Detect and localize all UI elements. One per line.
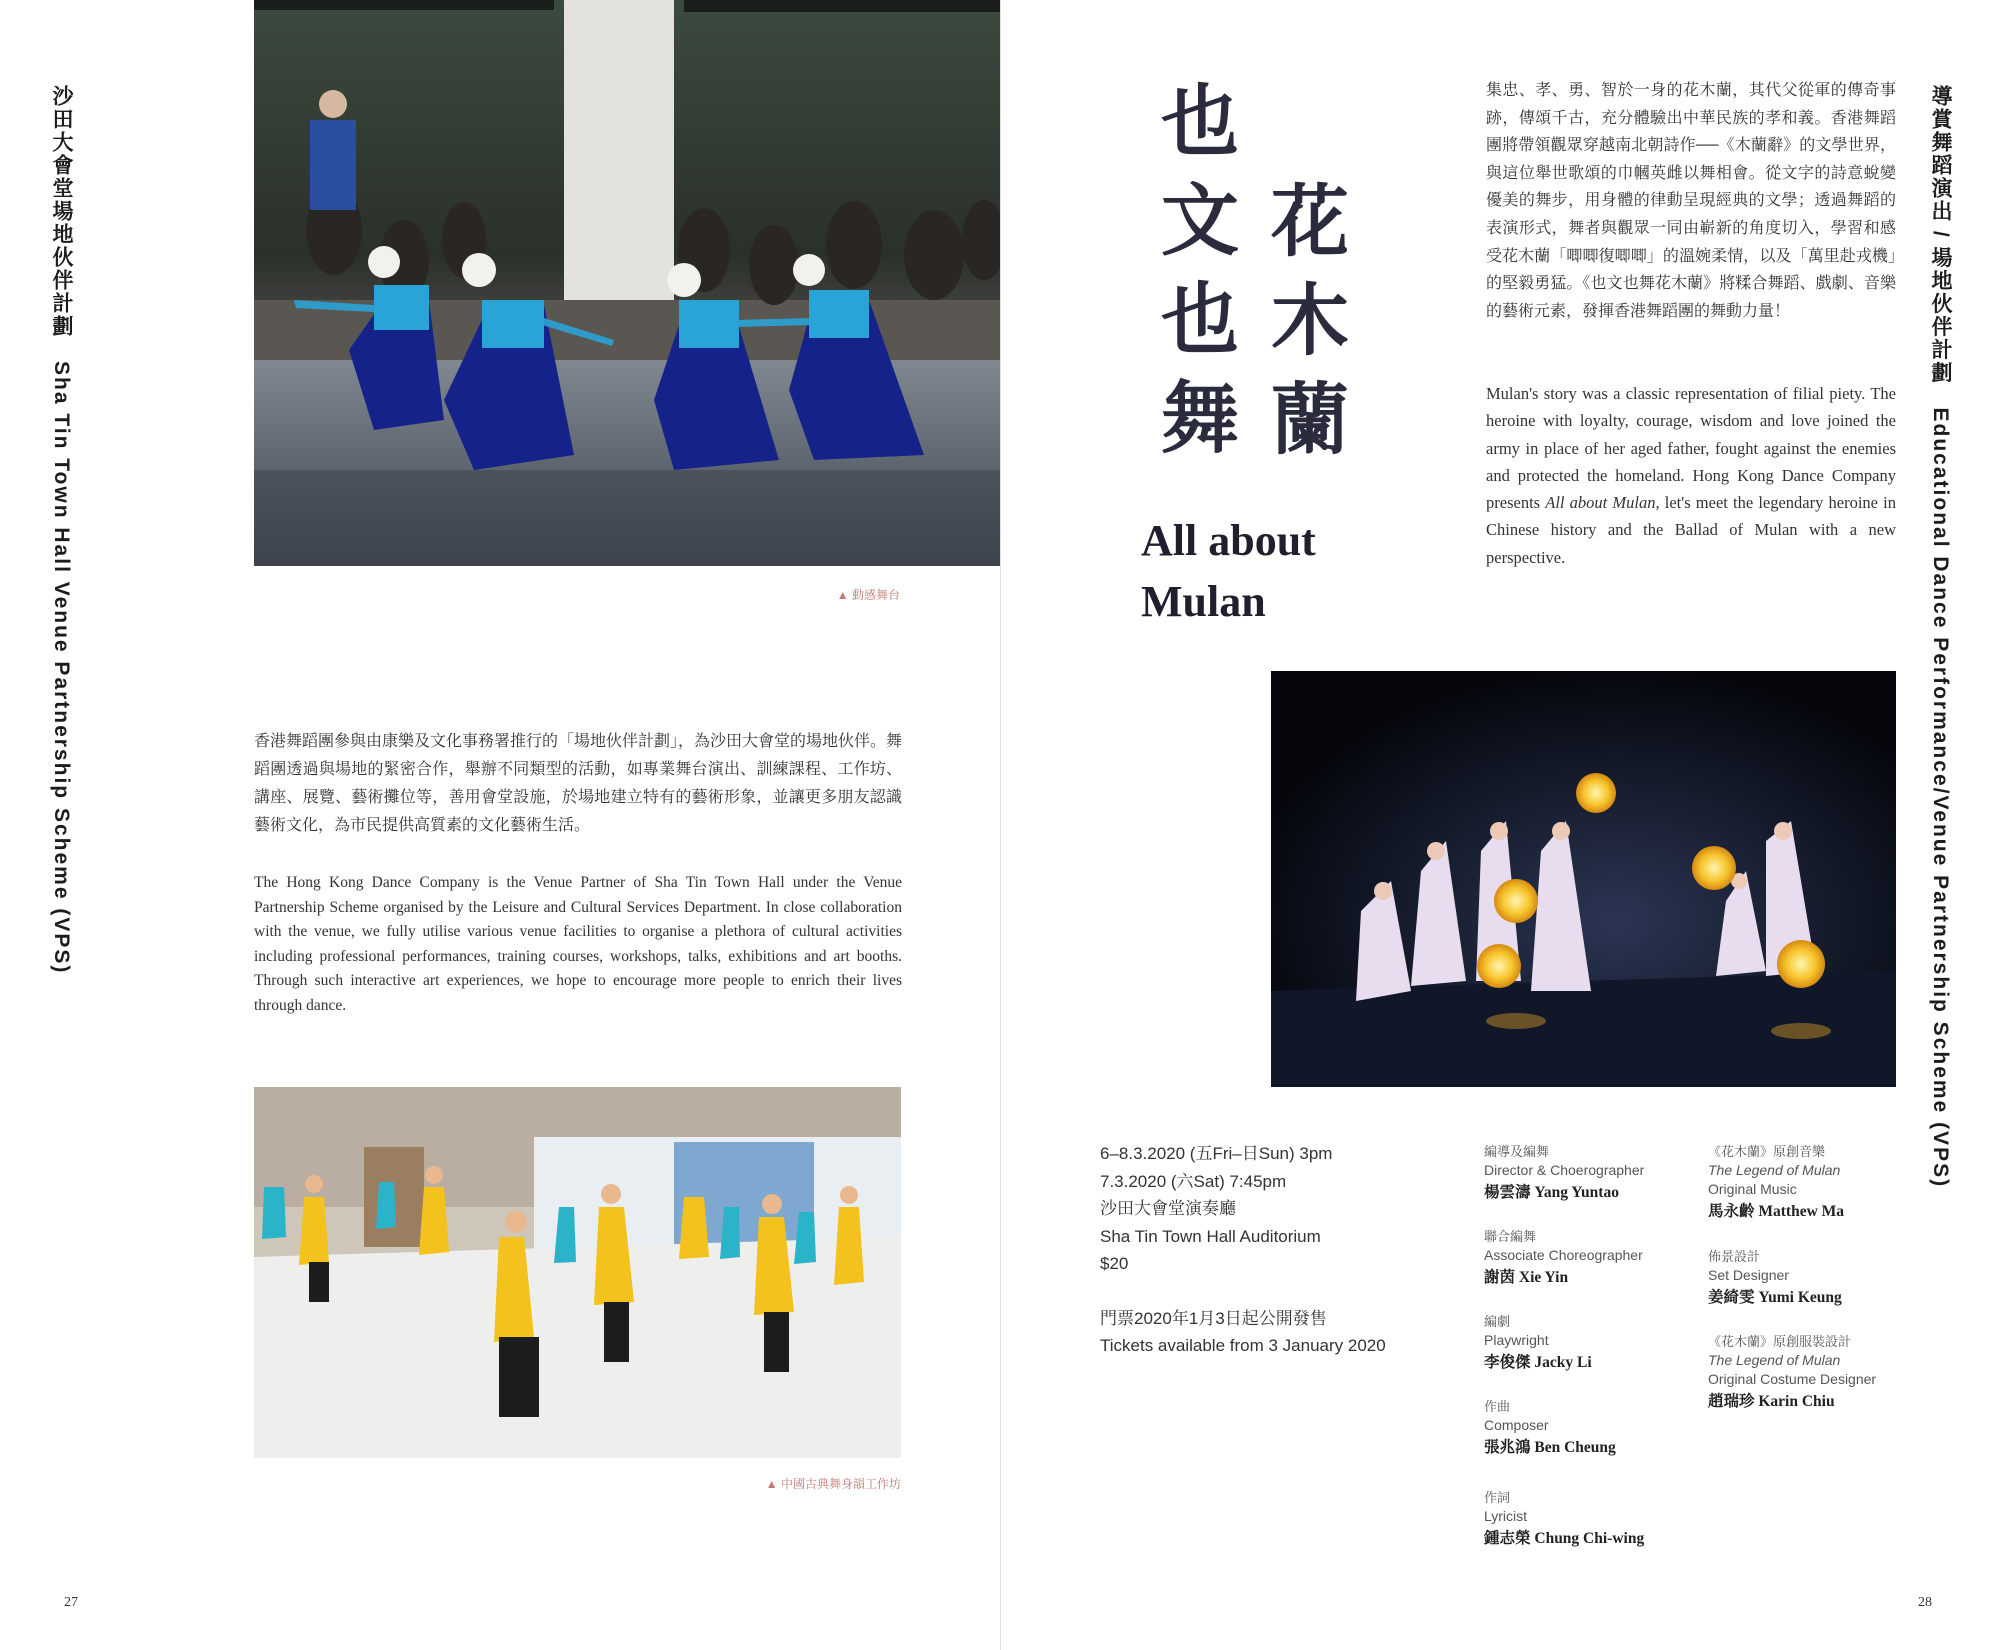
credit-role-zh: 佈景設計 [1708,1249,1761,1264]
mulan-intro-zh: 集忠、孝、勇、智於一身的花木蘭，其代父從軍的傳奇事跡，傳頌千古，充分體驗出中華民族的孝和義。香港舞蹈團將帶領觀眾穿越南北朝詩作──《木蘭辭》的文學世界，與這位舉世歌頌的巾幗英雌以舞相會。從文字的詩意蛻變優美的舞步，用身體的律動呈現經典的文學；透過舞蹈的表演形式，舞者與觀眾一同由嶄新的角度切入，學習和感受花木蘭「唧唧復唧唧」的溫婉柔情，以及「萬里赴戎機」的堅毅勇猛。《也文也舞花木蘭》將糅合舞蹈、戲劇、音樂的藝術元素，發揮香港舞蹈團的舞動力量！ [1486,82,1896,320]
title-en-line1: All about [1141,516,1316,565]
schedule-dates-evening: 7.3.2020 (六Sat) 7:45pm [1100,1171,1287,1191]
credit-playwright [1484,1312,1714,1374]
left-vertical-title [46,85,76,974]
credit-role-en: Composer [1484,1417,1549,1433]
mulan-intro-en-italic-title: All about Mulan [1545,493,1656,513]
credit-composer [1484,1397,1714,1459]
title-en [1141,510,1401,632]
right-vertical-title-zh: 導賞舞蹈演出 / 場地伙伴計劃 [1929,85,1952,385]
credit-lyricist [1484,1488,1714,1550]
caption-top-photo: ▲ 動感舞台 [836,588,900,602]
performance-schedule [1100,1140,1430,1360]
credit-original-music [1708,1142,1938,1223]
right-vertical-title [1925,85,1955,1188]
ticket-sale-date-zh: 門票2020年1月3日起公開發售 [1100,1308,1327,1328]
credit-director [1484,1142,1714,1204]
right-vertical-title-en: Educational Dance Performance/Venue Partnership Scheme (VPS) [1929,407,1952,1189]
vps-description-zh: 香港舞蹈團參與由康樂及文化事務署推行的「場地伙伴計劃」，為沙田大會堂的場地伙伴。舞蹈團透過與場地的緊密合作，舉辦不同類型的活動，如專業舞台演出、訓練課程、工作坊、講座、展覽、藝術攤位等，善用會堂設施，於場地建立特有的藝術形象，並讓更多朋友認識藝術文化，為市民提供高質素的文化藝術生活。 [254,733,903,834]
credit-costume-designer [1708,1332,1938,1413]
credit-role-zh: 《花木蘭》原創音樂 [1708,1144,1826,1159]
page-spine [1000,0,1001,1650]
mulan-intro-en-part2: , let's meet the legendary heroine in Chinese history and the Ballad of Mulan with a new perspective. [1486,493,1896,567]
credit-role-en: Original Costume Designer [1708,1371,1877,1387]
title-en-line2: Mulan [1141,577,1266,626]
credit-name: 趙瑞珍 Karin Chiu [1708,1393,1835,1410]
credit-role-en: Director & Choerographer [1484,1162,1645,1178]
credit-set-designer [1708,1247,1938,1309]
credit-name: 姜綺雯 Yumi Keung [1708,1289,1842,1306]
left-vertical-title-zh: 沙田大會堂場地伙伴計劃 [50,85,73,338]
credit-name: 楊雲濤 Yang Yuntao [1484,1184,1619,1201]
credit-associate-choreographer [1484,1227,1714,1289]
credit-role-zh: 編導及編舞 [1484,1144,1550,1159]
credit-role-en-italic: The Legend of Mulan [1708,1352,1841,1368]
title-zh-all-about: 也文也舞 [1148,80,1239,476]
credit-role-en: Associate Choreographer [1484,1247,1643,1263]
credit-role-en: Lyricist [1484,1508,1528,1524]
credit-role-zh: 《花木蘭》原創服裝設計 [1708,1334,1852,1349]
caption-workshop-photo: ▲ 中國古典舞身韻工作坊 [765,1477,901,1491]
credit-name: 李俊傑 Jacky Li [1484,1354,1592,1371]
page-number-right: 28 [1918,1595,1932,1610]
credit-role-zh: 作詞 [1484,1490,1511,1505]
photo-dance-workshop [254,1087,901,1458]
credit-role-en: Original Music [1708,1181,1797,1197]
credit-role-en-italic: The Legend of Mulan [1708,1162,1841,1178]
venue-zh: 沙田大會堂演奏廳 [1100,1199,1236,1218]
photo-outdoor-dance-performance [254,0,1000,566]
mulan-intro-en [1486,380,1896,571]
mulan-intro-en-part1: Mulan's story was a classic representation of filial piety. The heroine with loyalty, courage, wisdom and love joined the army in place of her aged father, fought against the enemies and protected the homeland. Hong Kong Dance Company presents [1486,384,1896,513]
photo-mulan-stage [1271,671,1896,1087]
credit-name: 張兆鴻 Ben Cheung [1484,1439,1616,1456]
title-zh-mulan: 花木蘭 [1258,180,1349,477]
ticket-price: $20 [1100,1254,1129,1273]
schedule-dates-matinee: 6–8.3.2020 (五Fri–日Sun) 3pm [1100,1144,1333,1163]
credit-name: 馬永齡 Matthew Ma [1708,1203,1845,1220]
credit-name: 謝茵 Xie Yin [1484,1269,1569,1286]
credit-role-en: Set Designer [1708,1267,1789,1283]
ticket-sale-date-en: Tickets available from 3 January 2020 [1100,1336,1386,1355]
credit-role-zh: 作曲 [1484,1399,1511,1414]
vps-description-en: The Hong Kong Dance Company is the Venue Partner of Sha Tin Town Hall under the Venue Partnership Scheme organised by the Leisure and Cultural Services Department. In close collaboration with the venue, we fully utilise various venue facilities to organise a plethora of cultural activities including professional performances, training courses, workshops, talks, exhibitions and art booths. Through such interactive art experiences, we hope to encourage more people to enrich their lives through dance. [254,874,902,1014]
credit-role-zh: 聯合編舞 [1484,1229,1537,1244]
left-vertical-title-en: Sha Tin Town Hall Venue Partnership Scheme (VPS) [50,361,73,975]
credit-role-en: Playwright [1484,1332,1549,1348]
venue-en: Sha Tin Town Hall Auditorium [1100,1226,1321,1246]
credit-role-zh: 編劇 [1484,1314,1511,1329]
page-number-left: 27 [64,1595,78,1610]
credit-name: 鍾志榮 Chung Chi-wing [1484,1530,1645,1547]
